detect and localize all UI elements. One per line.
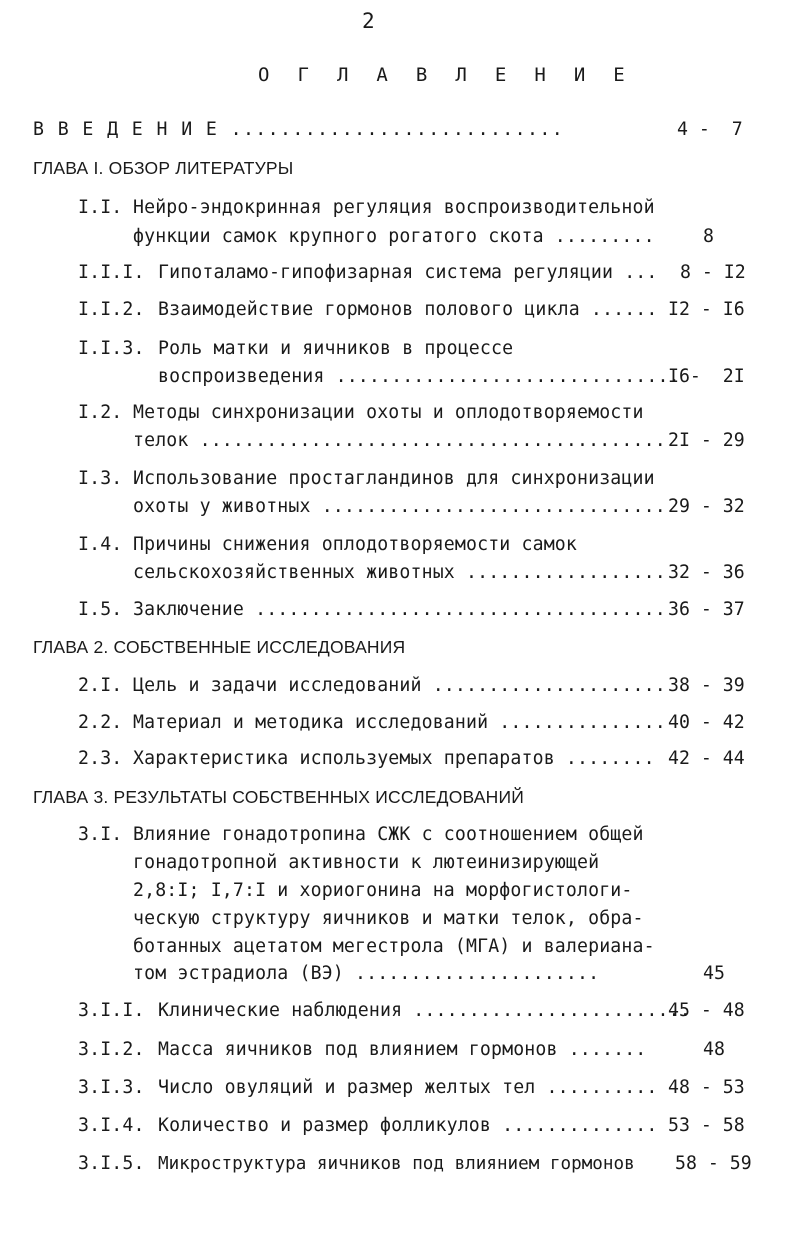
chapter-heading: ГЛАВА I. ОБЗОР ЛИТЕРАТУРЫ	[33, 158, 294, 178]
toc-section-title: воспроизведения ...............................	[158, 366, 680, 387]
toc-pages: 38 - 39	[668, 675, 745, 696]
page-title: О Г Л А В Л Е Н И Е	[258, 64, 634, 86]
toc-entry-intro: В В Е Д Е Н И Е ...........................	[33, 119, 565, 140]
toc-section-number: I.4.	[78, 534, 123, 555]
toc-section-title: Взаимодействие гормонов полового цикла ......	[158, 299, 658, 320]
toc-section-title: Роль матки и яичников в процессе	[158, 338, 514, 359]
page-number: 2	[362, 9, 375, 33]
toc-section-number: 3.I.4.	[78, 1115, 145, 1136]
toc-section-number: 3.I.I.	[78, 1000, 145, 1021]
toc-section-title: функции самок крупного рогатого скота .........	[133, 226, 655, 247]
toc-pages: 2I - 29	[668, 430, 745, 451]
toc-section-title: Использование простагландинов для синхронизации	[133, 468, 655, 489]
toc-section-title: Количество и размер фолликулов ..............	[158, 1115, 658, 1136]
toc-pages: 8 - I2	[680, 262, 746, 283]
toc-pages: 42 - 44	[668, 748, 745, 769]
toc-section-title: Материал и методика исследований ...............	[133, 712, 666, 733]
toc-section-number: 3.I.2.	[78, 1039, 145, 1060]
toc-section-title: ческую структуру яичников и матки телок, обра-	[133, 908, 644, 929]
toc-section-title: 2,8:I; I,7:I и хориогонина на морфогистологи-	[133, 880, 633, 901]
toc-pages: 40 - 42	[668, 712, 745, 733]
chapter-heading: ГЛАВА 3. РЕЗУЛЬТАТЫ СОБСТВЕННЫХ ИССЛЕДОВАНИЙ	[33, 787, 525, 807]
toc-section-title: том эстрадиола (ВЭ) ......................	[133, 963, 600, 984]
toc-section-title: Цель и задачи исследований .....................	[133, 675, 666, 696]
chapter-heading: ГЛАВА 2. СОБСТВЕННЫЕ ИССЛЕДОВАНИЯ	[33, 637, 406, 657]
toc-section-number: 3.I.	[78, 824, 123, 845]
toc-pages: 36 - 37	[668, 599, 745, 620]
toc-section-number: 2.2.	[78, 712, 123, 733]
toc-pages: 48	[703, 1039, 725, 1060]
toc-pages: 4 - 7	[677, 119, 743, 140]
toc-section-number: I.I.	[78, 197, 123, 218]
toc-section-title: Масса яичников под влиянием гормонов .......	[158, 1039, 647, 1060]
toc-section-number: I.I.2.	[78, 299, 145, 320]
toc-section-number: I.3.	[78, 468, 123, 489]
toc-section-number: 3.I.3.	[78, 1077, 145, 1098]
toc-pages: 53 - 58	[668, 1115, 745, 1136]
toc-section-number: 2.I.	[78, 675, 123, 696]
toc-pages: 48 - 53	[668, 1077, 745, 1098]
toc-section-number: 3.I.5.	[78, 1153, 145, 1174]
toc-section-title: Методы синхронизации охоты и оплодотворяемости	[133, 402, 644, 423]
toc-section-title: телок ..........................................	[133, 430, 666, 451]
toc-pages: 45 - 48	[668, 1000, 745, 1021]
toc-section-title: Влияние гонадотропина СЖК с соотношением общей	[133, 824, 644, 845]
toc-section-number: 2.3.	[78, 748, 123, 769]
toc-section-title: Причины снижения оплодотворяемости самок	[133, 534, 577, 555]
toc-section-title: Число овуляций и размер желтых тел ..........	[158, 1077, 658, 1098]
toc-section-title: Нейро-эндокринная регуляция воспроизводительной	[133, 197, 655, 218]
toc-pages: I2 - I6	[668, 299, 745, 320]
toc-section-number: I.2.	[78, 402, 123, 423]
toc-section-title: Клинические наблюдения .........................	[158, 1000, 691, 1021]
toc-section-title: охоты у животных ...............................	[133, 496, 666, 517]
toc-section-title: Гипоталамо-гипофизарная система регуляции ...	[158, 262, 658, 283]
toc-pages: 8	[703, 226, 714, 247]
toc-section-number: I.5.	[78, 599, 123, 620]
toc-section-title: Микроструктура яичников под влиянием гормонов	[158, 1154, 635, 1174]
toc-pages: 58 - 59	[675, 1153, 752, 1174]
toc-pages: I6- 2I	[668, 366, 745, 387]
toc-section-number: I.I.I.	[78, 262, 145, 283]
toc-pages: 45	[703, 963, 725, 984]
toc-section-title: ботанных ацетатом мегестрола (МГА) и валериана-	[133, 936, 655, 957]
toc-section-title: Характеристика используемых препаратов ........	[133, 748, 655, 769]
toc-section-title: сельскохозяйственных животных ..................	[133, 562, 666, 583]
toc-pages: 29 - 32	[668, 496, 745, 517]
toc-section-title: Заключение .....................................	[133, 599, 666, 620]
toc-section-title: гонадотропной активности к лютеинизирующей	[133, 852, 600, 873]
toc-section-number: I.I.3.	[78, 338, 145, 359]
toc-pages: 32 - 36	[668, 562, 745, 583]
